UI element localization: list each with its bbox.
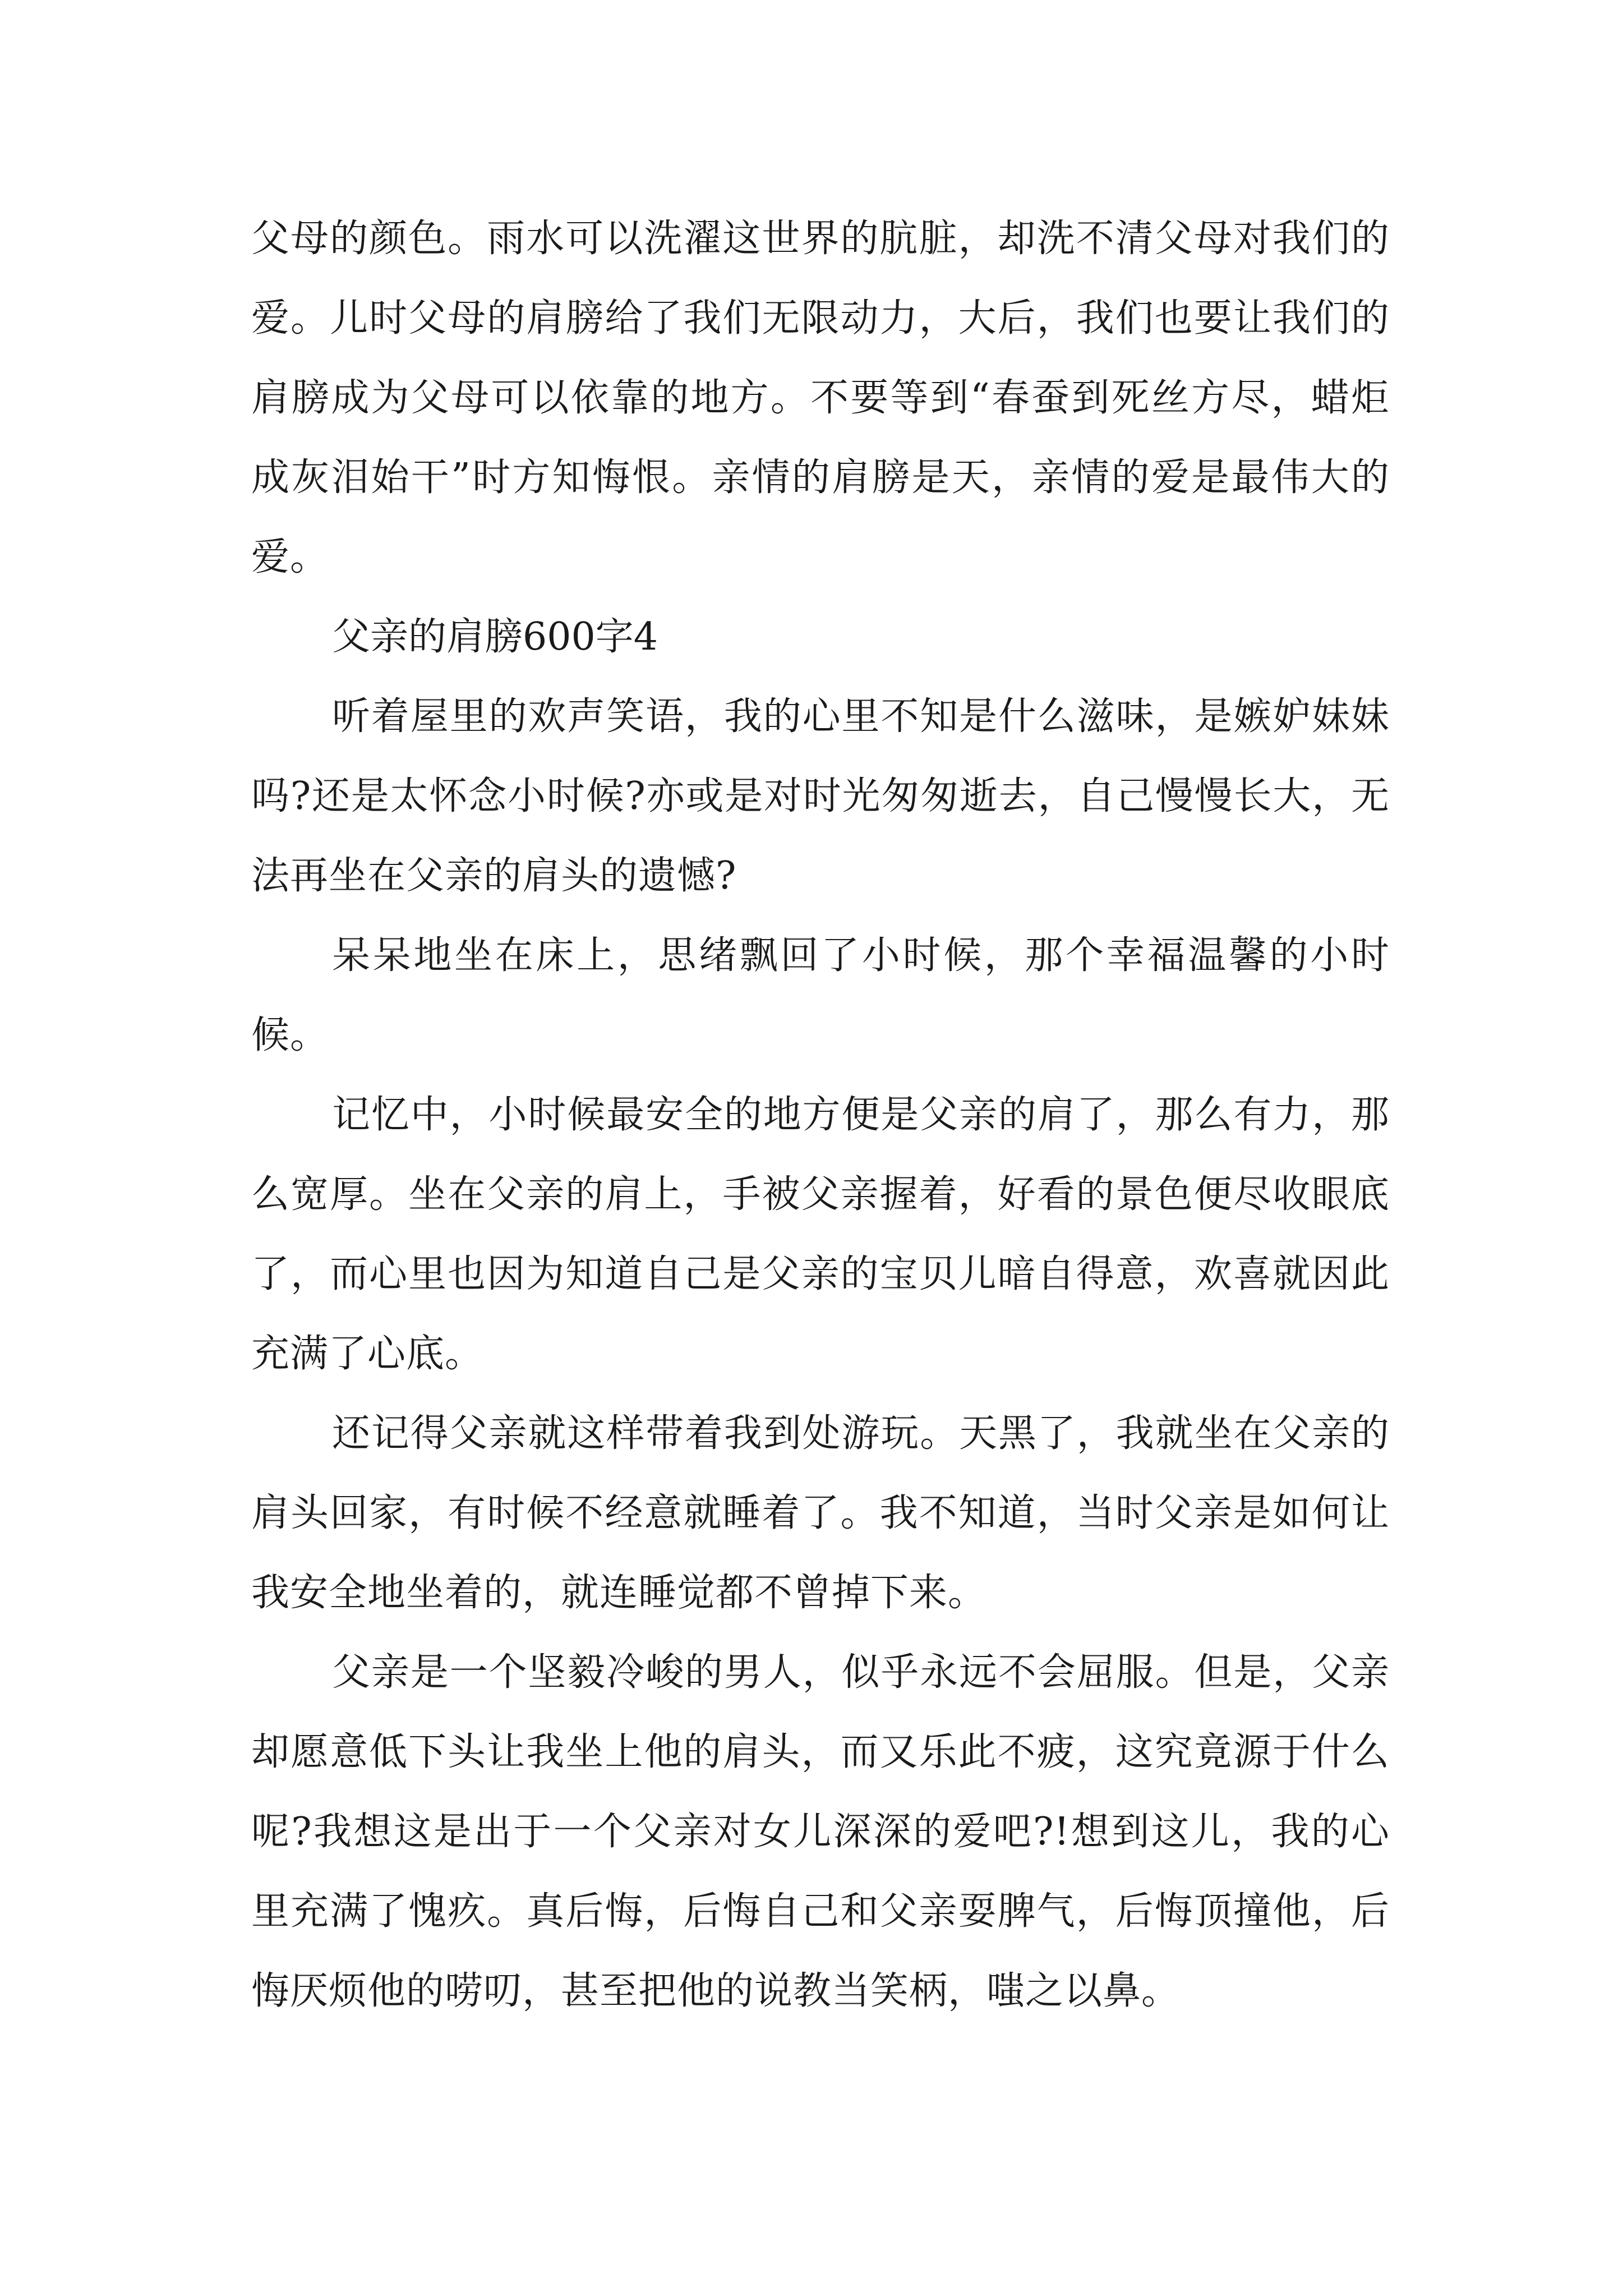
paragraph-1: 父母的颜色。雨水可以洗濯这世界的肮脏，却洗不清父母对我们的爱。儿时父母的肩膀给了我们无限动力，大后，我们也要让我们的肩膀成为父母可以依靠的地方。不要等到“春蚕到死丝方尽，蜡炬成灰泪始干”时方知悔恨。亲情的肩膀是天，亲情的爱是最伟大的爱。: [251, 217, 1390, 579]
paragraph-3: 呆呆地坐在床上，思绪飘回了小时候，那个幸福温馨的小时候。: [251, 933, 1390, 1057]
section-heading: 父亲的肩膀600字4: [332, 615, 658, 659]
paragraph-5: 还记得父亲就这样带着我到处游玩。天黑了，我就坐在父亲的肩头回家，有时候不经意就睡着了。我不知道，当时父亲是如何让我安全地坐着的，就连睡觉都不曾掉下来。: [251, 1411, 1390, 1615]
document-body: [251, 199, 1390, 2031]
paragraph-2: 听着屋里的欢声笑语，我的心里不知是什么滋味，是嫉妒妹妹吗?还是太怀念小时候?亦或是对时光匆匆逝去，自己慢慢长大，无法再坐在父亲的肩头的遗憾?: [251, 694, 1390, 898]
paragraph-4: 记忆中，小时候最安全的地方便是父亲的肩了，那么有力，那么宽厚。坐在父亲的肩上，手被父亲握着，好看的景色便尽收眼底了，而心里也因为知道自己是父亲的宝贝儿暗自得意，欢喜就因此充满了心底。: [251, 1093, 1390, 1376]
paragraph-6: 父亲是一个坚毅冷峻的男人，似乎永远不会屈服。但是，父亲却愿意低下头让我坐上他的肩头，而又乐此不疲，这究竟源于什么呢?我想这是出于一个父亲对女儿深深的爱吧?!想到这儿，我的心里充满了愧疚。真后悔，后悔自己和父亲耍脾气，后悔顶撞他，后悔厌烦他的唠叨，甚至把他的说教当笑柄，嗤之以鼻。: [251, 1650, 1390, 2013]
